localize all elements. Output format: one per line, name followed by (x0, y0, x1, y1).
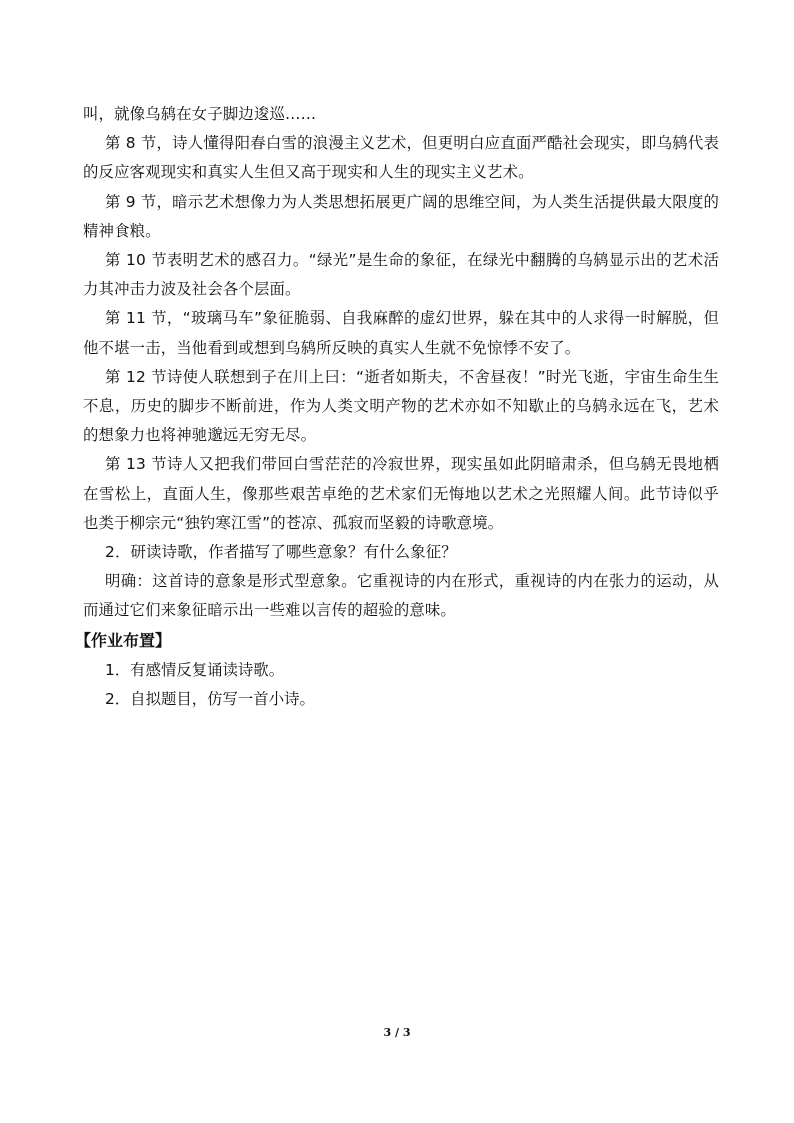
paragraph-section-11: 第 11 节，“玻璃马车”象征脆弱、自我麻醉的虚幻世界，躲在其中的人求得一时解脱，但他不堪一击，当他看到或想到乌鸫所反映的真实人生就不免惊悸不安了。 (83, 309, 719, 357)
paragraph-section-10: 第 10 节表明艺术的感召力。“绿光”是生命的象征，在绿光中翻腾的乌鸫显示出的艺术活力其冲击力波及社会各个层面。 (83, 251, 719, 299)
paragraph-section-9: 第 9 节，暗示艺术想像力为人类思想拓展更广阔的思维空间，为人类生活提供最大限度的精神食粮。 (83, 192, 719, 240)
paragraph-section-13: 第 13 节诗人又把我们带回白雪茫茫的冷寂世界，现实虽如此阴暗肃杀，但乌鸫无畏地栖在雪松上，直面人生，像那些艰苦卓绝的艺术家们无悔地以艺术之光照耀人间。此节诗似乎也类于柳宗元“独钓寒江雪”的苍凉、孤寂而坚毅的诗歌意境。 (83, 455, 719, 532)
paragraph-section-12: 第 12 节诗使人联想到子在川上曰：“逝者如斯夫，不舍昼夜！”时光飞逝，宇宙生命生生不息，历史的脚步不断前进，作为人类文明产物的艺术亦如不知歇止的乌鸫永远在飞，艺术的想象力也将神驰邈远无穷无尽。 (83, 367, 719, 445)
document-body (75, 100, 719, 714)
homework-heading: 【作业布置】 (75, 630, 172, 650)
paragraph-continuation: 叫，就像乌鸫在女子脚边逡巡…… (83, 105, 317, 123)
question-2: 2．研读诗歌，作者描写了哪些意象？有什么象征？ (105, 543, 457, 562)
answer-2: 明确：这首诗的意象是形式型意象。它重视诗的内在形式，重视诗的内在张力的运动，从而通过它们来象征暗示出一些难以言传的超验的意味。 (83, 572, 719, 620)
homework-item: 2．自拟题目，仿写一首小诗。 (105, 689, 315, 708)
paragraph-section-8: 第 8 节，诗人懂得阳春白雪的浪漫主义艺术，但更明白应直面严酷社会现实，即乌鸫代表的反应客观现实和真实人生但又高于现实和人生的现实主义艺术。 (83, 134, 719, 182)
homework-item: 1．有感情反复诵读诗歌。 (105, 660, 285, 679)
page-number: 3 / 3 (383, 1026, 411, 1039)
